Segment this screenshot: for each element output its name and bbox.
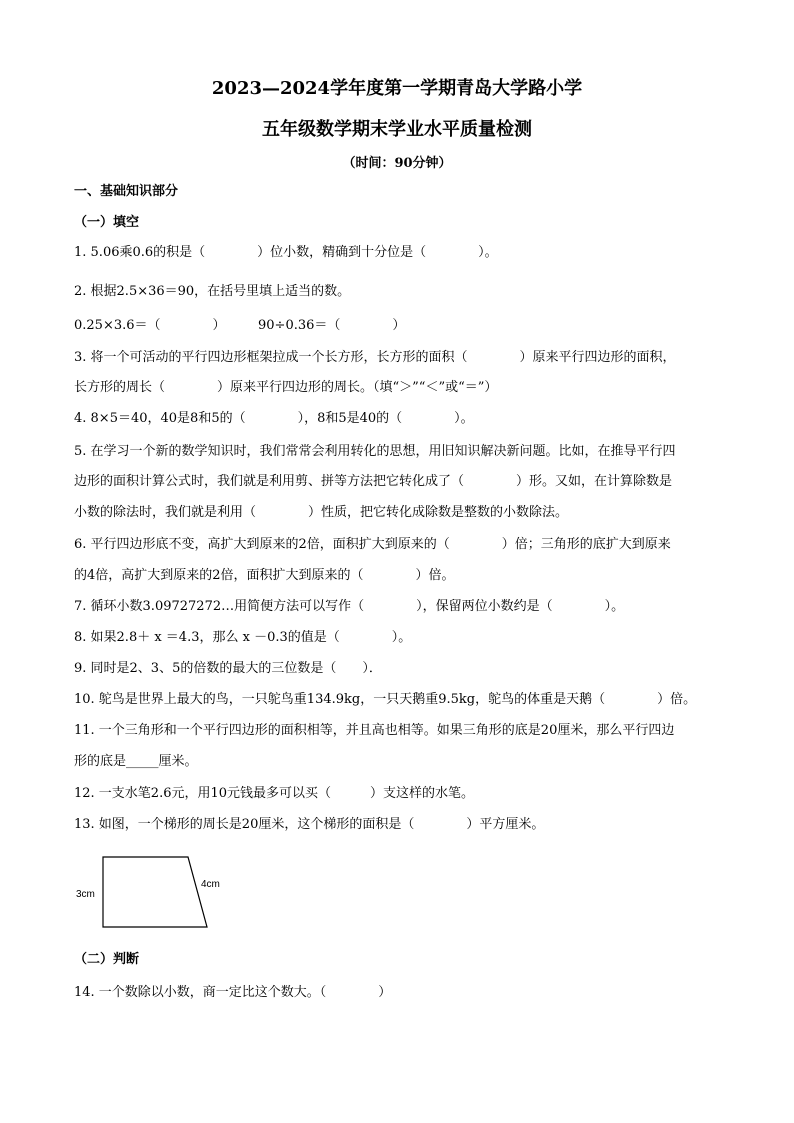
question-5-line-1: 5. 在学习一个新的数学知识时，我们常常会利用转化的思想，用旧知识解决新问题。比如，在推导平行四 [74,444,676,459]
question-8: 8. 如果2.8＋ x ＝4.3，那么 x －0.3的值是（ ）。 [74,630,412,645]
question-2: 2. 根据2.5×36＝90，在括号里填上适当的数。 [74,284,351,299]
question-2-blanks: 0.25×3.6＝（ ） 90÷0.36＝（ ） [74,318,406,333]
trapezoid-left-label: 3cm [76,889,95,900]
question-1: 1. 5.06乘0.6的积是（ ）位小数，精确到十分位是（ ）。 [74,245,498,260]
question-3-line-2: 长方形的周长（ ）原来平行四边形的周长。（填“＞”“＜”或“＝”） [74,380,498,395]
question-10: 10. 鸵鸟是世界上最大的鸟，一只鸵鸟重134.9kg，一只天鹅重9.5kg，鸵鸟的体重是天鹅（ ）倍。 [74,692,697,707]
trapezoid-right-label: 4cm [201,879,220,890]
exam-time: （时间：90分钟） [342,156,452,171]
title-line-2: 五年级数学期末学业水平质量检测 [262,119,532,140]
subsection-true-false: （二）判断 [74,952,140,967]
question-5-line-2: 边形的面积计算公式时，我们就是利用剪、拼等方法把它转化成了（ ）形。又如，在计算除数是 [74,474,673,489]
question-13: 13. 如图，一个梯形的周长是20厘米，这个梯形的面积是（ ）平方厘米。 [74,817,545,832]
title-line-1: 2023—2024学年度第一学期青岛大学路小学 [211,78,583,99]
trapezoid-shape [103,857,207,927]
question-11-line-2: 形的底是_____厘米。 [74,754,198,769]
question-3-line-1: 3. 将一个可活动的平行四边形框架拉成一个长方形，长方形的面积（ ）原来平行四边形的面积， [74,350,676,365]
question-9: 9. 同时是2、3、5的倍数的最大的三位数是（ ）． [74,661,382,676]
question-4: 4. 8×5＝40，40是8和5的（ ），8和5是40的（ ）。 [74,411,474,426]
question-5-line-3: 小数的除法时，我们就是利用（ ）性质，把它转化成除数是整数的小数除法。 [74,505,569,520]
section-heading: 一、基础知识部分 [74,184,179,199]
question-7: 7. 循环小数3.09727272…用简便方法可以写作（ ），保留两位小数约是（ ）。 [74,599,625,614]
question-14: 14. 一个数除以小数，商一定比这个数大。（ ） [74,985,392,1000]
subsection-fill-blank: （一）填空 [74,215,140,230]
question-12: 12. 一支水笔2.6元，用10元钱最多可以买（ ）支这样的水笔。 [74,786,475,801]
question-6-line-1: 6. 平行四边形底不变，高扩大到原来的2倍，面积扩大到原来的（ ）倍；三角形的底扩大到原来 [74,537,671,552]
question-6-line-2: 的4倍，高扩大到原来的2倍，面积扩大到原来的（ ）倍。 [74,568,455,583]
question-11-line-1: 11. 一个三角形和一个平行四边形的面积相等，并且高也相等。如果三角形的底是20厘米，那么平行四边 [74,723,675,738]
trapezoid-figure [70,850,230,930]
